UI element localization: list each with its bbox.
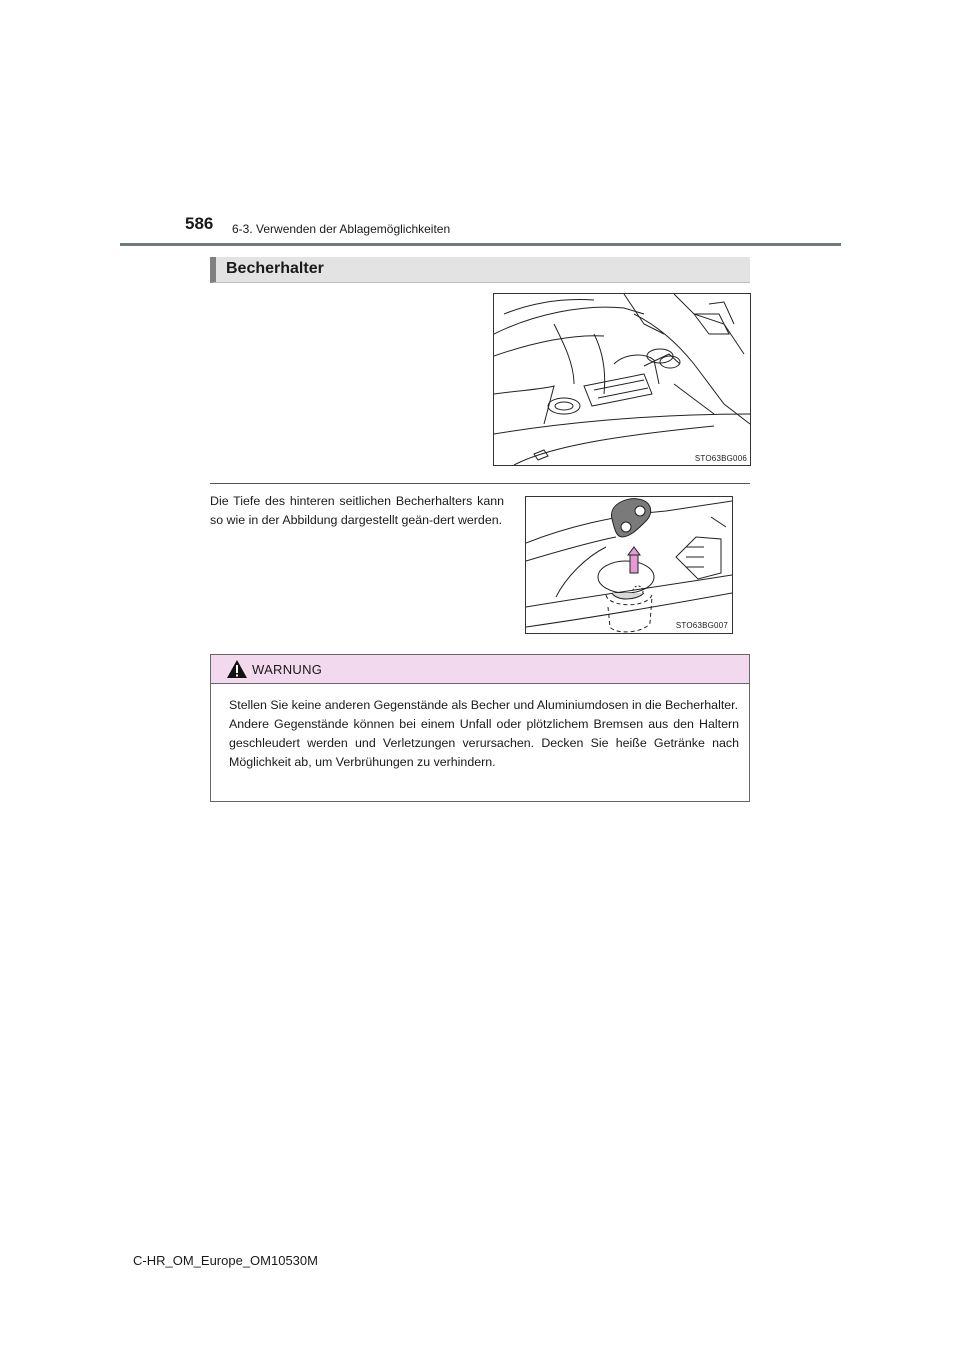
section-divider [210,483,750,484]
section-title: Becherhalter [226,260,324,277]
header-rule [120,243,841,246]
warning-triangle-icon [226,659,248,679]
cup-holder-line-drawing [526,497,732,633]
section-path: 6-3. Verwenden der Ablagemöglichkeiten [232,222,451,236]
cup-holder-depth-illustration [525,496,733,634]
page-number: 586 [185,214,214,233]
warning-text-line: Stellen Sie keine anderen Gegenstände als Becher und Aluminiumdosen in die Becherhalter. [229,698,739,712]
figure-code: STO63BG006 [694,454,747,463]
warning-title: WARNUNG [252,662,323,677]
section-heading-bar [210,257,750,283]
figure-code: STO63BG007 [675,621,728,630]
cup-holder-console-illustration [493,293,751,466]
warning-text-line: Andere Gegenstände können bei einem Unfall oder plötzlichem Bremsen aus den Haltern geschleudert werden und Verletzungen verursachen. Decken Sie heiße Getränke nach Möglichkeit ab, um Verbrühungen zu verhindern. [229,717,739,769]
warning-header [211,655,749,684]
console-line-drawing [494,294,750,465]
warning-box [210,654,750,802]
warning-body [229,696,739,772]
document-id: C-HR_OM_Europe_OM10530M [133,1253,318,1268]
body-paragraph: Die Tiefe des hinteren seitlichen Becherhalters kann so wie in der Abbildung dargestellt geän-dert werden. [210,494,504,527]
